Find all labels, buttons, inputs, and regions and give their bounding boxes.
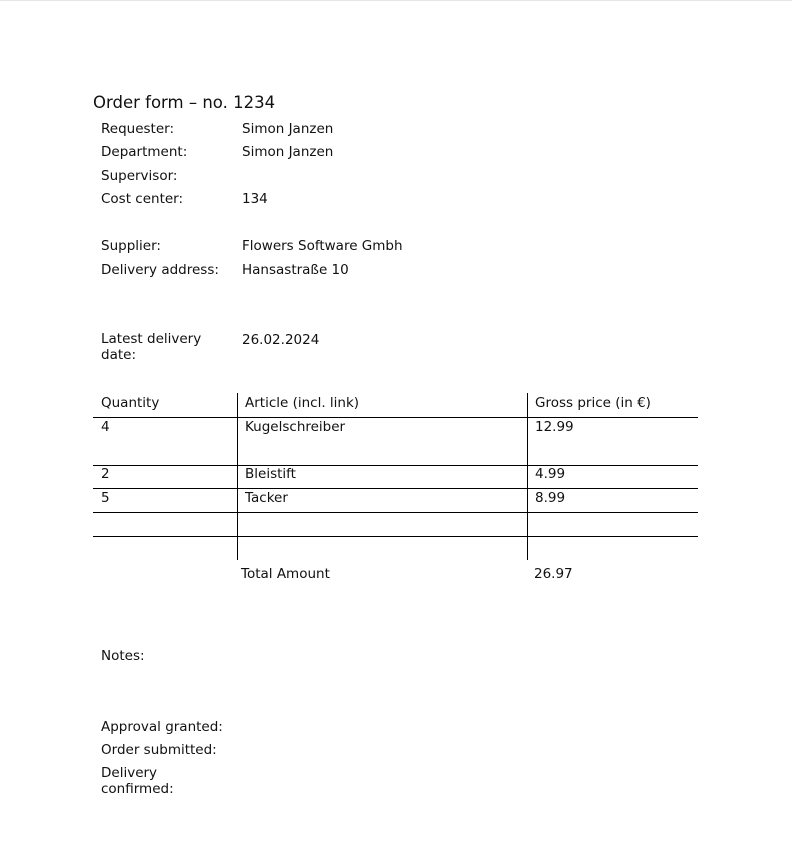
row-2-quantity: 2 bbox=[101, 466, 110, 482]
cost-center-label: Cost center: bbox=[101, 191, 184, 207]
requester-label: Requester: bbox=[101, 121, 175, 137]
form-title: Order form – no. 1234 bbox=[93, 93, 276, 112]
total-amount-value: 26.97 bbox=[534, 566, 573, 582]
latest-delivery-date-label: Latest delivery date: bbox=[101, 331, 202, 363]
row-3-article: Tacker bbox=[245, 490, 288, 506]
row-3-quantity: 5 bbox=[101, 490, 110, 506]
header-article: Article (incl. link) bbox=[245, 395, 360, 411]
delivery-address-label: Delivery address: bbox=[101, 262, 219, 278]
page-top-border bbox=[0, 0, 792, 1]
approval-granted-label: Approval granted: bbox=[101, 719, 223, 735]
table-rule bbox=[93, 512, 698, 513]
cost-center-value: 134 bbox=[242, 191, 268, 207]
row-2-price: 4.99 bbox=[535, 466, 566, 482]
latest-delivery-date-value: 26.02.2024 bbox=[242, 332, 320, 348]
table-rule bbox=[93, 536, 698, 537]
total-amount-label: Total Amount bbox=[241, 566, 330, 582]
table-rule bbox=[93, 488, 698, 489]
delivery-address-value: Hansastraße 10 bbox=[242, 262, 349, 278]
row-3-price: 8.99 bbox=[535, 490, 566, 506]
supplier-value: Flowers Software Gmbh bbox=[242, 238, 403, 254]
header-gross-price: Gross price (in €) bbox=[535, 395, 651, 411]
table-column-divider bbox=[527, 393, 528, 560]
supplier-label: Supplier: bbox=[101, 238, 161, 254]
requester-value: Simon Janzen bbox=[242, 121, 334, 137]
order-submitted-label: Order submitted: bbox=[101, 742, 217, 758]
table-rule bbox=[93, 465, 698, 466]
department-label: Department: bbox=[101, 144, 188, 160]
table-rule bbox=[93, 417, 698, 418]
supervisor-label: Supervisor: bbox=[101, 168, 178, 184]
table-column-divider bbox=[237, 393, 238, 560]
notes-label: Notes: bbox=[101, 648, 145, 664]
row-1-article: Kugelschreiber bbox=[245, 419, 346, 435]
row-1-price: 12.99 bbox=[535, 419, 574, 435]
header-quantity: Quantity bbox=[101, 395, 160, 411]
row-1-quantity: 4 bbox=[101, 419, 110, 435]
delivery-confirmed-label: Delivery confirmed: bbox=[101, 765, 174, 797]
row-2-article: Bleistift bbox=[245, 466, 296, 482]
department-value: Simon Janzen bbox=[242, 144, 334, 160]
